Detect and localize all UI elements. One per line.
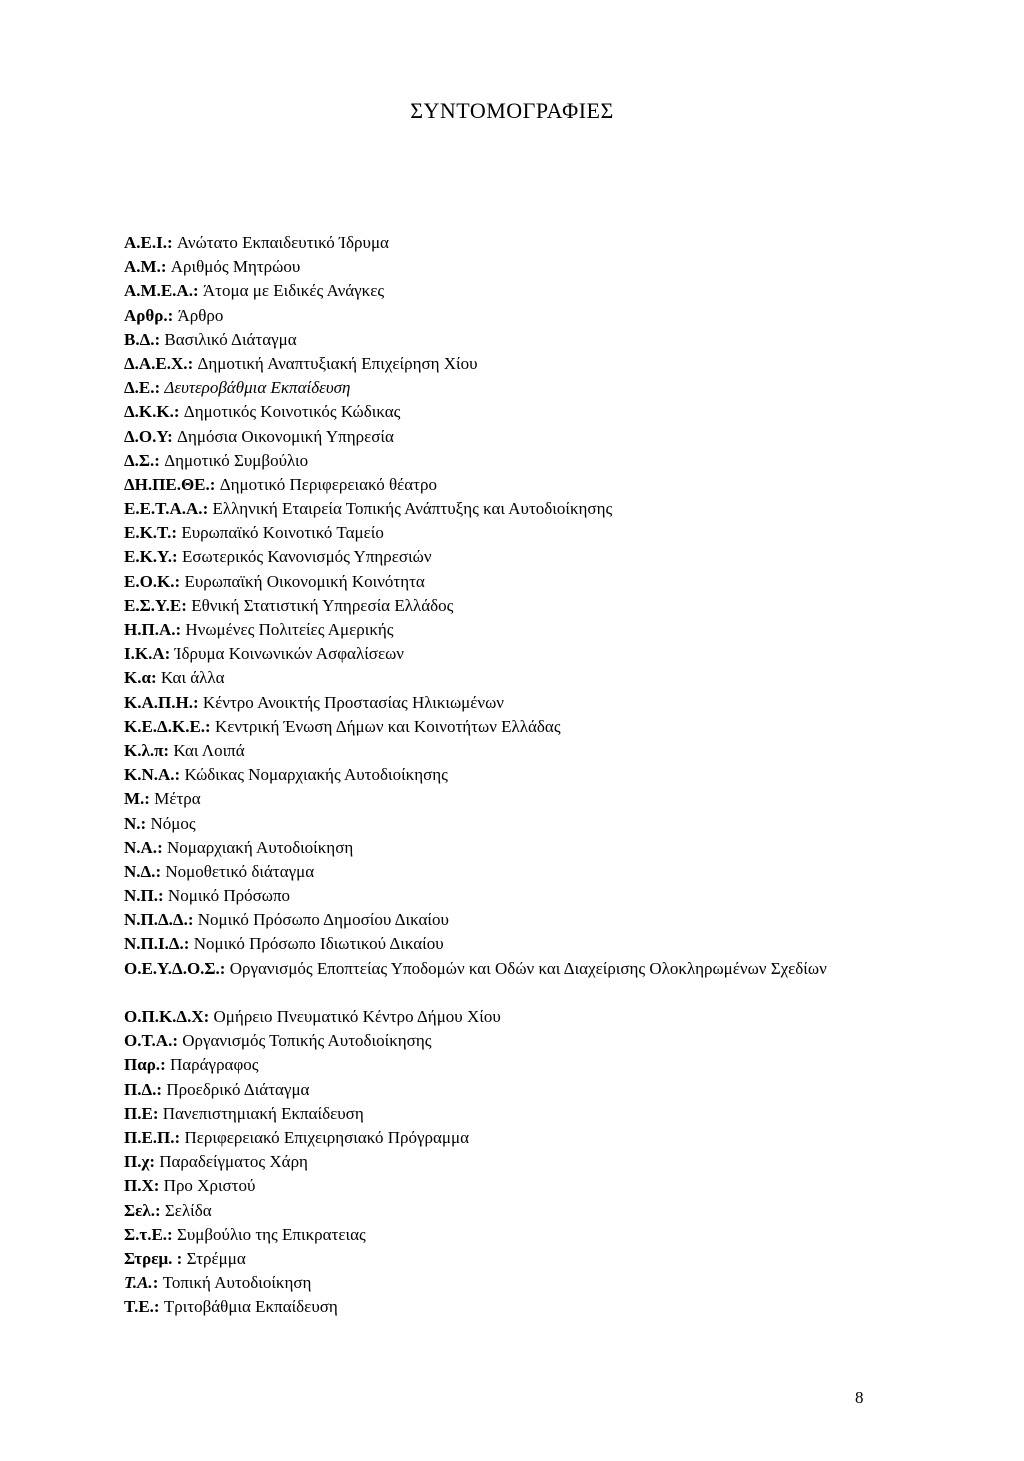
abbreviation-definition: Νομικό Πρόσωπο Δημοσίου Δικαίου bbox=[197, 910, 449, 930]
abbreviation-entry bbox=[124, 739, 844, 763]
abbreviation-definition: Βασιλικό Διάταγμα bbox=[164, 329, 297, 349]
abbreviation-definition: Προεδρικό Διάταγμα bbox=[166, 1079, 310, 1099]
abbreviation-definition: Πανεπιστημιακή Εκπαίδευση bbox=[162, 1103, 364, 1123]
abbreviation-term: Σελ. bbox=[124, 1200, 155, 1220]
abbreviation-term: Ε.Κ.Τ. bbox=[124, 523, 172, 543]
abbreviation-term: Α.Ε.Ι. bbox=[124, 233, 167, 252]
abbreviation-entry bbox=[124, 1029, 844, 1053]
abbreviation-term: Π.Δ. bbox=[124, 1079, 157, 1099]
abbreviation-term: Κ.λ.π bbox=[124, 740, 164, 760]
abbreviation-separator: : bbox=[187, 353, 198, 373]
abbreviation-term: Ν.Α. bbox=[124, 837, 158, 857]
abbreviation-separator: : bbox=[183, 934, 194, 954]
abbreviation-entry bbox=[124, 376, 844, 400]
abbreviation-definition: Και Λοιπά bbox=[173, 740, 245, 760]
abbreviation-term: Κ.Α.Π.Η. bbox=[124, 692, 193, 712]
abbreviation-separator: : bbox=[167, 426, 178, 446]
abbreviation-separator: : bbox=[202, 499, 213, 519]
abbreviation-definition: Σελίδα bbox=[164, 1200, 212, 1220]
abbreviation-separator: : bbox=[163, 740, 174, 760]
abbreviation-separator: : bbox=[173, 402, 184, 422]
abbreviation-entry bbox=[124, 787, 844, 811]
abbreviation-entry bbox=[124, 1150, 844, 1174]
abbreviation-entry bbox=[124, 1247, 844, 1271]
abbreviation-definition: Τριτοβάθμια Εκπαίδευση bbox=[163, 1297, 338, 1317]
abbreviation-entry bbox=[124, 594, 844, 618]
abbreviation-definition: Νομοθετικό διάταγμα bbox=[165, 861, 315, 881]
abbreviation-entry bbox=[124, 642, 844, 666]
abbreviation-definition: Περιφερειακό Επιχειρησιακό Πρόγραμμα bbox=[184, 1127, 469, 1147]
abbreviation-entry bbox=[124, 231, 844, 255]
abbreviation-definition: Οργανισμός Εποπτείας Υποδομών και Οδών και Διαχείρισης Ολοκληρωμένων Σχεδίων bbox=[229, 958, 827, 978]
abbreviation-separator: : bbox=[150, 668, 161, 688]
abbreviation-definition: Εσωτερικός Κανονισμός Υπηρεσιών bbox=[181, 547, 432, 567]
abbreviation-term: Ν.Δ. bbox=[124, 861, 156, 881]
abbreviation-separator: : bbox=[167, 305, 178, 325]
abbreviation-entry bbox=[124, 908, 844, 932]
abbreviation-term: Π.χ bbox=[124, 1152, 150, 1172]
abbreviation-separator: : bbox=[140, 813, 151, 833]
abbreviation-term: Ε.Ε.Τ.Α.Α. bbox=[124, 499, 203, 519]
abbreviation-definition: Μέτρα bbox=[154, 789, 201, 809]
abbreviation-definition: Συμβούλιο της Επικρατειας bbox=[176, 1224, 366, 1244]
abbreviation-separator: : bbox=[166, 233, 177, 252]
abbreviation-term: Κ.Ε.Δ.Κ.Ε. bbox=[124, 716, 206, 736]
abbreviation-separator: : bbox=[153, 1297, 164, 1317]
abbreviation-definition: Δημόσια Οικονομική Υπηρεσία bbox=[177, 426, 394, 446]
abbreviation-term: Ν.Π.Ι.Δ. bbox=[124, 934, 184, 954]
abbreviation-entry bbox=[124, 1295, 844, 1319]
abbreviation-definition: Δημοτικός Κοινοτικός Κώδικας bbox=[183, 402, 401, 422]
abbreviation-term: Β.Δ. bbox=[124, 329, 155, 349]
abbreviation-term: Ε.Κ.Υ. bbox=[124, 547, 173, 567]
abbreviation-entry bbox=[124, 1126, 844, 1150]
abbreviation-separator: : bbox=[187, 910, 198, 930]
abbreviation-definition: Τοπική Αυτοδιοίκηση bbox=[162, 1273, 312, 1293]
abbreviation-definition: Αριθμός Μητρώου bbox=[170, 257, 301, 277]
abbreviation-separator: : bbox=[152, 1103, 163, 1123]
abbreviation-definition: Προ Χριστού bbox=[163, 1176, 256, 1196]
abbreviation-term: Κ.α bbox=[124, 668, 151, 688]
abbreviation-entry bbox=[124, 473, 844, 497]
abbreviation-term: Δ.Ε. bbox=[124, 378, 155, 398]
abbreviation-definition: Νόμος bbox=[150, 813, 196, 833]
abbreviation-term: Ι.Κ.Α bbox=[124, 644, 165, 664]
abbreviation-entry bbox=[124, 279, 844, 303]
abbreviation-term: Ο.Ε.Υ.Δ.Ο.Σ. bbox=[124, 958, 220, 978]
abbreviation-definition: Παραδείγματος Χάρη bbox=[159, 1152, 308, 1172]
abbreviation-separator: : bbox=[154, 1200, 165, 1220]
abbreviation-entry bbox=[124, 957, 844, 1005]
abbreviation-separator: : bbox=[152, 1273, 163, 1293]
abbreviation-separator: : bbox=[160, 1055, 170, 1075]
abbreviation-separator: : bbox=[172, 1031, 183, 1051]
abbreviation-entry bbox=[124, 836, 844, 860]
abbreviation-separator: : bbox=[156, 1079, 167, 1099]
abbreviation-separator: : bbox=[192, 692, 203, 712]
page-number: 8 bbox=[855, 1388, 864, 1407]
abbreviation-definition: Δημοτική Αναπτυξιακή Επιχείρηση Χίου bbox=[197, 353, 478, 373]
abbreviation-separator: : bbox=[149, 1152, 160, 1172]
abbreviation-term: Ν.Π. bbox=[124, 886, 158, 906]
abbreviation-separator: : bbox=[209, 474, 220, 494]
abbreviation-separator: : bbox=[175, 620, 186, 639]
abbreviation-term: Παρ. bbox=[124, 1055, 161, 1075]
abbreviation-definition: Ανώτατο Εκπαιδευτικό Ίδρυμα bbox=[176, 233, 389, 252]
abbreviation-separator: : bbox=[205, 716, 215, 736]
abbreviation-separator: : bbox=[203, 1007, 214, 1027]
abbreviation-separator: : bbox=[160, 257, 171, 277]
page-title: ΣΥΝΤΟΜΟΓΡΑΦΙΕΣ bbox=[410, 98, 614, 123]
abbreviation-definition: Δημοτικό Περιφερειακό θέατρο bbox=[219, 474, 437, 494]
abbreviation-term: Α.Μ.Ε.Α. bbox=[124, 281, 193, 301]
abbreviation-term: Σ.τ.Ε. bbox=[124, 1224, 168, 1244]
abbreviation-definition: Ευρωπαϊκό Κοινοτικό Ταμείο bbox=[181, 523, 384, 543]
abbreviation-separator: : bbox=[154, 378, 165, 398]
abbreviation-definition: Ελληνική Εταιρεία Τοπικής Ανάπτυξης και Αυτοδιοίκησης bbox=[212, 499, 613, 519]
abbreviation-term: Δ.Ο.Υ bbox=[124, 426, 168, 446]
abbreviation-term: Ο.Π.Κ.Δ.Χ bbox=[124, 1007, 204, 1027]
abbreviation-entry bbox=[124, 328, 844, 352]
abbreviation-separator: : bbox=[158, 886, 168, 906]
abbreviation-separator: : bbox=[219, 958, 230, 978]
abbreviation-entry bbox=[124, 255, 844, 279]
abbreviation-definition: Οργανισμός Τοπικής Αυτοδιοίκησης bbox=[182, 1031, 432, 1051]
abbreviation-entry bbox=[124, 425, 844, 449]
abbreviation-separator: : bbox=[155, 861, 166, 881]
abbreviation-term: Π.Χ bbox=[124, 1176, 154, 1196]
abbreviation-entry bbox=[124, 666, 844, 690]
abbreviation-definition: Ευρωπαϊκή Οικονομική Κοινότητα bbox=[184, 571, 425, 591]
abbreviation-entry bbox=[124, 400, 844, 424]
abbreviation-term: Τ.Α. bbox=[124, 1273, 153, 1293]
abbreviation-term: ΔΗ.ΠΕ.ΘΕ. bbox=[124, 474, 210, 494]
abbreviation-term: Αρθρ. bbox=[124, 305, 168, 325]
abbreviation-entry bbox=[124, 1005, 844, 1029]
abbreviation-term: Δ.Α.Ε.Χ. bbox=[124, 353, 188, 373]
abbreviation-definition: Εθνική Στατιστική Υπηρεσία Ελλάδος bbox=[191, 595, 454, 615]
abbreviation-entry bbox=[124, 1053, 844, 1077]
abbreviations-list bbox=[124, 231, 844, 1319]
abbreviation-term: Ε.Ο.Κ. bbox=[124, 571, 175, 591]
abbreviation-term: Α.Μ. bbox=[124, 257, 161, 277]
abbreviation-entry bbox=[124, 352, 844, 376]
abbreviation-term: Ν.Π.Δ.Δ. bbox=[124, 910, 188, 930]
abbreviation-term: Π.Ε.Π. bbox=[124, 1127, 175, 1147]
abbreviation-separator: : bbox=[153, 1176, 164, 1196]
abbreviation-definition: Ίδρυμα Κοινωνικών Ασφαλίσεων bbox=[174, 644, 404, 664]
abbreviation-definition: Και άλλα bbox=[160, 668, 225, 688]
abbreviation-term: Ν. bbox=[124, 813, 141, 833]
abbreviation-entry bbox=[124, 570, 844, 594]
abbreviation-separator: : bbox=[174, 765, 185, 785]
abbreviation-separator: : bbox=[174, 571, 185, 591]
abbreviation-separator: : bbox=[167, 1224, 177, 1244]
abbreviation-definition: Παράγραφος bbox=[169, 1055, 259, 1075]
abbreviation-entry bbox=[124, 812, 844, 836]
abbreviation-separator: : bbox=[157, 837, 167, 857]
abbreviation-definition: Δημοτικό Συμβούλιο bbox=[164, 450, 309, 470]
abbreviation-separator: : bbox=[154, 450, 165, 470]
abbreviation-separator: : bbox=[164, 644, 175, 664]
abbreviation-entry bbox=[124, 521, 844, 545]
abbreviation-definition: Στρέμμα bbox=[186, 1248, 246, 1268]
abbreviation-term: Κ.Ν.Α. bbox=[124, 765, 175, 785]
abbreviation-definition: Κέντρο Ανοικτής Προστασίας Ηλικιωμένων bbox=[202, 692, 504, 712]
abbreviation-definition: Δευτεροβάθμια Εκπαίδευση bbox=[164, 378, 351, 398]
abbreviation-term: Δ.Κ.Κ. bbox=[124, 402, 174, 422]
abbreviation-definition: Ομήρειο Πνευματικό Κέντρο Δήμου Χίου bbox=[213, 1007, 501, 1027]
abbreviation-separator: : bbox=[172, 1248, 187, 1268]
abbreviation-entry bbox=[124, 715, 844, 739]
abbreviation-separator: : bbox=[144, 789, 155, 809]
abbreviation-entry bbox=[124, 304, 844, 328]
abbreviation-definition: Νομικό Πρόσωπο bbox=[167, 886, 291, 906]
abbreviation-term: Τ.Ε. bbox=[124, 1297, 154, 1317]
abbreviation-entry bbox=[124, 763, 844, 787]
abbreviation-term: Μ. bbox=[124, 789, 145, 809]
abbreviation-entry bbox=[124, 449, 844, 473]
abbreviation-entry bbox=[124, 932, 844, 956]
abbreviation-definition: Ηνωμένες Πολιτείες Αμερικής bbox=[185, 620, 394, 639]
abbreviation-separator: : bbox=[154, 329, 165, 349]
abbreviation-definition: Κώδικας Νομαρχιακής Αυτοδιοίκησης bbox=[184, 765, 448, 785]
abbreviation-separator: : bbox=[181, 595, 192, 615]
abbreviation-entry bbox=[124, 691, 844, 715]
abbreviation-separator: : bbox=[171, 523, 182, 543]
abbreviation-entry bbox=[124, 618, 844, 642]
abbreviation-definition: Νομικό Πρόσωπο Ιδιωτικού Δικαίου bbox=[193, 934, 444, 954]
abbreviation-definition: Κεντρική Ένωση Δήμων και Κοινοτήτων Ελλάδας bbox=[214, 716, 561, 736]
abbreviation-entry bbox=[124, 1078, 844, 1102]
abbreviation-separator: : bbox=[192, 281, 203, 301]
abbreviation-definition: Άρθρο bbox=[177, 305, 224, 325]
abbreviation-entry bbox=[124, 1174, 844, 1198]
abbreviation-term: Ο.Τ.Α. bbox=[124, 1031, 173, 1051]
abbreviation-term: Στρεμ. bbox=[124, 1248, 173, 1268]
abbreviation-entry bbox=[124, 860, 844, 884]
abbreviation-entry bbox=[124, 1223, 844, 1247]
abbreviation-term: Π.Ε bbox=[124, 1103, 153, 1123]
abbreviation-entry bbox=[124, 497, 844, 521]
abbreviation-term: Η.Π.Α. bbox=[124, 620, 176, 639]
abbreviation-separator: : bbox=[174, 1127, 185, 1147]
abbreviation-entry bbox=[124, 884, 844, 908]
abbreviation-definition: Νομαρχιακή Αυτοδιοίκηση bbox=[166, 837, 354, 857]
abbreviation-entry bbox=[124, 1199, 844, 1223]
abbreviation-separator: : bbox=[172, 547, 182, 567]
abbreviation-definition: Άτομα με Ειδικές Ανάγκες bbox=[202, 281, 385, 301]
abbreviation-entry bbox=[124, 545, 844, 569]
abbreviation-term: Ε.Σ.Υ.Ε bbox=[124, 595, 182, 615]
abbreviation-entry bbox=[124, 1102, 844, 1126]
abbreviation-term: Δ.Σ. bbox=[124, 450, 155, 470]
abbreviation-entry bbox=[124, 1271, 844, 1295]
